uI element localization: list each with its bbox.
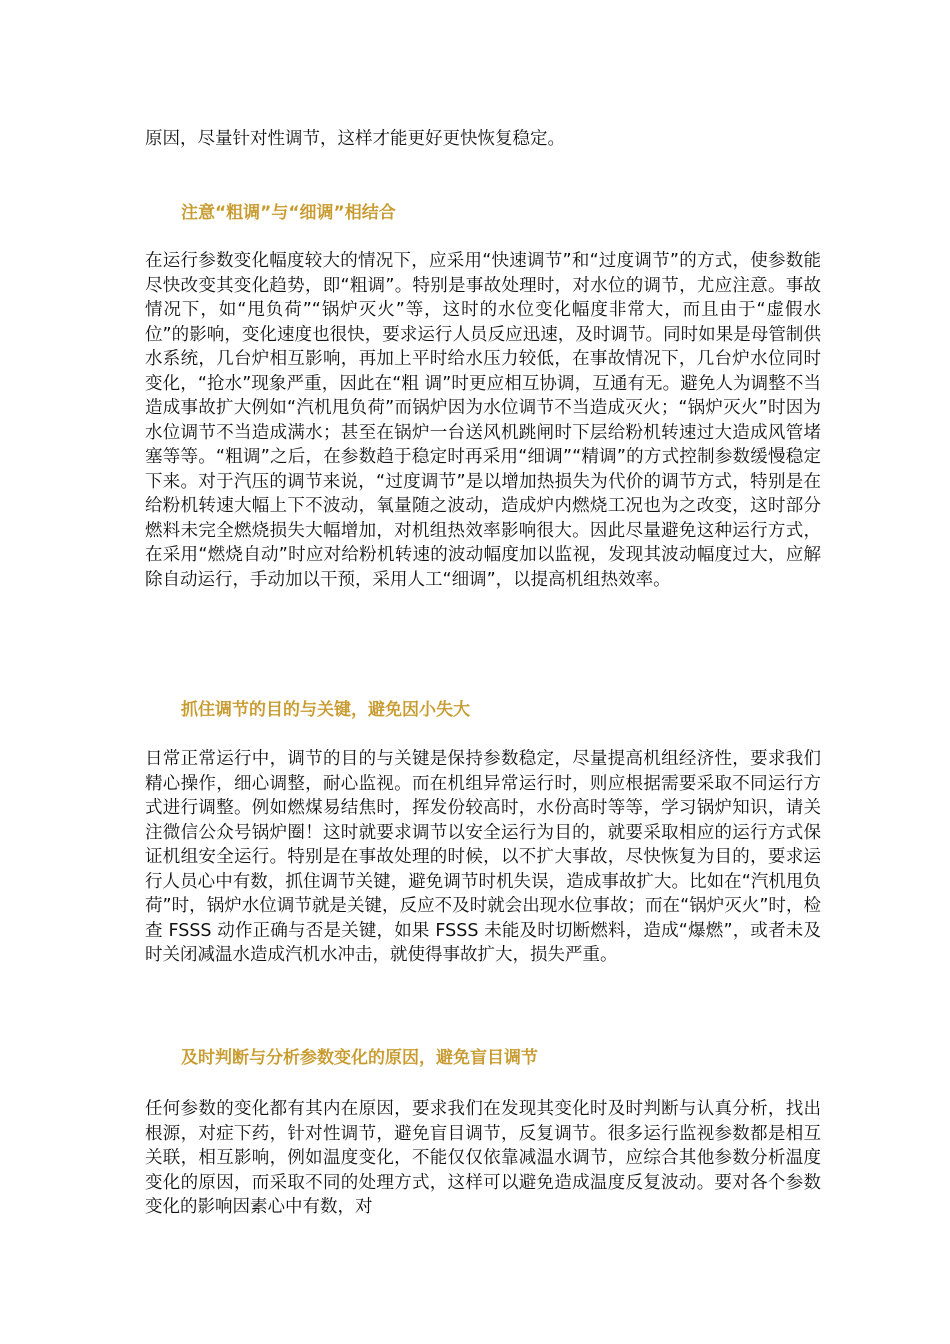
section-heading-analysis: 及时判断与分析参数变化的原因，避免盲目调节 <box>181 1048 538 1068</box>
section-body-purpose-key: 日常正常运行中，调节的目的与关键是保持参数稳定，尽量提高机组经济性，要求我们精心操作，细心调整，耐心监视。而在机组异常运行时，则应根据需要采取不同运行方式进行调整。例如燃煤易结焦时，挥发份较高时，水份高时等等，学习锅炉知识，请关注微信公众号锅炉圈！这时就要求调节以安全运行为目的，就要采取相应的运行方式保证机组安全运行。特别是在事故处理的时候，以不扩大事故，尽快恢复为目的，要求运行人员心中有数，抓住调节关键，避免调节时机失误，造成事故扩大。比如在“汽机甩负荷”时，锅炉水位调节就是关键，反应不及时就会出现水位事故；而在“锅炉灭火”时，检查 FSSS 动作正确与否是关键，如果 FSSS 未能及时切断燃料，造成“爆燃”，或者未及时关闭减温水造成汽机水冲击，就使得事故扩大，损失严重。 <box>145 749 821 965</box>
section-body-coarse-fine: 在运行参数变化幅度较大的情况下，应采用“快速调节”和“过度调节”的方式，使参数能尽快改变其变化趋势，即“粗调”。特别是事故处理时，对水位的调节，尤应注意。事故情况下，如“甩负荷”“锅炉灭火”等，这时的水位变化幅度非常大，而且由于“虚假水位”的影响，变化速度也很快，要求运行人员反应迅速，及时调节。同时如果是母管制供水系统，几台炉相互影响，再加上平时给水压力较低，在事故情况下，几台炉水位同时变化，“抢水”现象严重，因此在“粗 调”时更应相互协调，互通有无。避免人为调整不当造成事故扩大例如“汽机甩负荷”而锅炉因为水位调节不当造成灭火；“锅炉灭火”时因为水位调节不当造成满水；甚至在锅炉一台送风机跳闸时下层给粉机转速过大造成风管堵塞等等。“粗调”之后，在参数趋于稳定时再采用“细调”“精调”的方式控制参数缓慢稳定下来。对于汽压的调节来说，“过度调节”是以增加热损失为代价的调节方式，特别是在给粉机转速大幅上下不波动，氧量随之波动，造成炉内燃烧工况也为之改变，这时部分燃料未完全燃烧损失大幅增加，对机组热效率影响很大。因此尽量避免这种运行方式，在采用“燃烧自动”时应对给粉机转速的波动幅度加以监视，发现其波动幅度过大，应解除自动运行，手动加以干预，采用人工“细调”，以提高机组热效率。 <box>145 251 821 590</box>
intro-paragraph: 原因，尽量针对性调节，这样才能更好更快恢复稳定。 <box>145 129 565 149</box>
section-body-analysis: 任何参数的变化都有其内在原因，要求我们在发现其变化时及时判断与认真分析，找出根源，对症下药，针对性调节，避免盲目调节，反复调节。很多运行监视参数都是相互关联，相互影响，例如温度变化，不能仅仅依靠减温水调节，应综合其他参数分析温度变化的原因，而采取不同的处理方式，这样可以避免造成温度反复波动。要对各个参数变化的影响因素心中有数，对 <box>145 1099 821 1217</box>
section-heading-coarse-fine: 注意“粗调”与“细调”相结合 <box>181 203 396 223</box>
section-heading-purpose-key: 抓住调节的目的与关键，避免因小失大 <box>181 700 470 720</box>
